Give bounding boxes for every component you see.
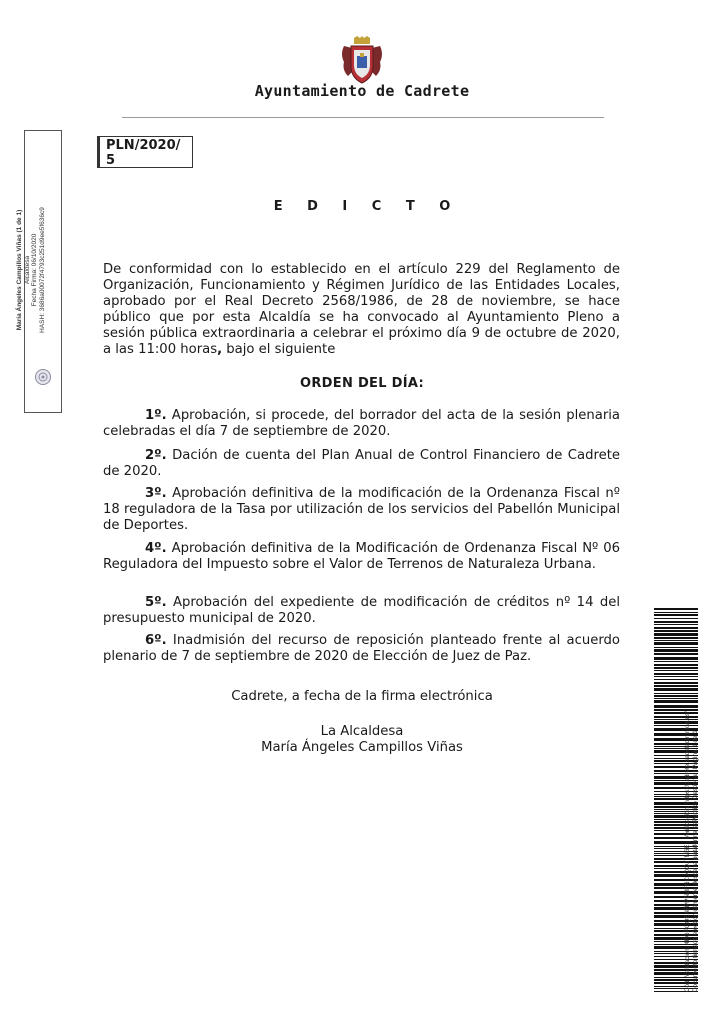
reference-box xyxy=(97,136,193,168)
signer-role: La Alcaldesa xyxy=(320,724,404,739)
place-date-line: Cadrete, a fecha de la firma electrónica xyxy=(231,689,493,704)
agenda-item-number: 2º. xyxy=(145,448,167,463)
seal-icon xyxy=(34,368,52,386)
intro-end: bajo el siguiente xyxy=(222,342,336,357)
agenda-item xyxy=(103,448,620,480)
signature-position: Alcaldesa xyxy=(23,255,31,285)
coat-of-arms-icon xyxy=(340,36,384,86)
agenda-item-text: Aprobación del expediente de modificación de créditos nº 14 del presupuesto municipal de 2020. xyxy=(103,595,620,626)
reference-line-1: PLN/2020/ xyxy=(106,138,181,153)
agenda-item xyxy=(103,633,620,665)
organization-name: Ayuntamiento de Cadrete xyxy=(254,82,470,100)
agenda-item-number: 1º. xyxy=(145,408,167,423)
agenda-item-text: Dación de cuenta del Plan Anual de Control Financiero de Cadrete de 2020. xyxy=(103,448,620,479)
agenda-item-text: Aprobación, si procede, del borrador del acta de la sesión plenaria celebradas el día 7 de septiembre de 2020. xyxy=(103,408,620,439)
agenda-item xyxy=(103,595,620,627)
agenda-item-number: 6º. xyxy=(145,633,167,648)
signature-date: Fecha Firma: 06/10/2020 xyxy=(31,233,38,307)
agenda-item-number: 4º. xyxy=(145,541,167,556)
verification-text xyxy=(684,652,700,992)
agenda-item-text: Inadmisión del recurso de reposición planteado frente al acuerdo plenario de 7 de septiembre de 2020 de Elección de Juez de Paz. xyxy=(103,633,620,664)
document-title: E D I C T O xyxy=(273,199,461,214)
agenda-item-text: Aprobación definitiva de la Modificación de Ordenanza Fiscal Nº 06 Reguladora del Impuesto sobre el Valor de Terrenos de Naturaleza Urbana. xyxy=(103,541,620,572)
agenda-item xyxy=(103,541,620,573)
reference-line-2: 5 xyxy=(106,153,116,168)
agenda-item-text: Aprobación definitiva de la modificación de la Ordenanza Fiscal nº 18 reguladora de la Tasa por utilización de los servicios del Pabellón Municipal de Deportes. xyxy=(103,486,620,533)
intro-text: De conformidad con lo establecido en el artículo 229 del Reglamento de Organización, Funcionamiento y Régimen Jurídico de las Entidades Locales, aprobado por el Real Decreto 2568/1986, de 28 de noviembre, se hace público que por esta Alcaldía se ha convocado al Ayuntamiento Pleno a sesión pública extraordinaria a celebrar el próximo día 9 de octubre de 2020, a las 11:00 horas xyxy=(103,262,620,357)
signature-hash: HASH: 3686a00072f4793c251d9ee5f636c9 xyxy=(38,207,46,333)
signer-name: María Ángeles Campillos Viñas xyxy=(261,740,463,755)
verification-line-1: Cód. Validación: 4PGPCQE4FPP5MFNCJQQJ7M6E | Verificación: https://cadrete.sedelectronica.es/ xyxy=(684,711,691,992)
agenda-item-number: 3º. xyxy=(145,486,167,501)
intro-paragraph xyxy=(103,262,620,358)
verification-line-2: Documento firmado electrónicamente desde la plataforma esPublico Gestiona | Página 1 de 1 xyxy=(692,730,699,992)
agenda-item xyxy=(103,486,620,534)
intro-comma: , xyxy=(217,342,223,357)
signature-signer: María Ángeles Campillos Viñas (1 de 1) xyxy=(16,209,23,331)
agenda-item xyxy=(103,408,620,440)
header-divider xyxy=(122,117,604,118)
agenda-heading: ORDEN DEL DÍA: xyxy=(300,376,424,391)
agenda-item-number: 5º. xyxy=(145,595,167,610)
